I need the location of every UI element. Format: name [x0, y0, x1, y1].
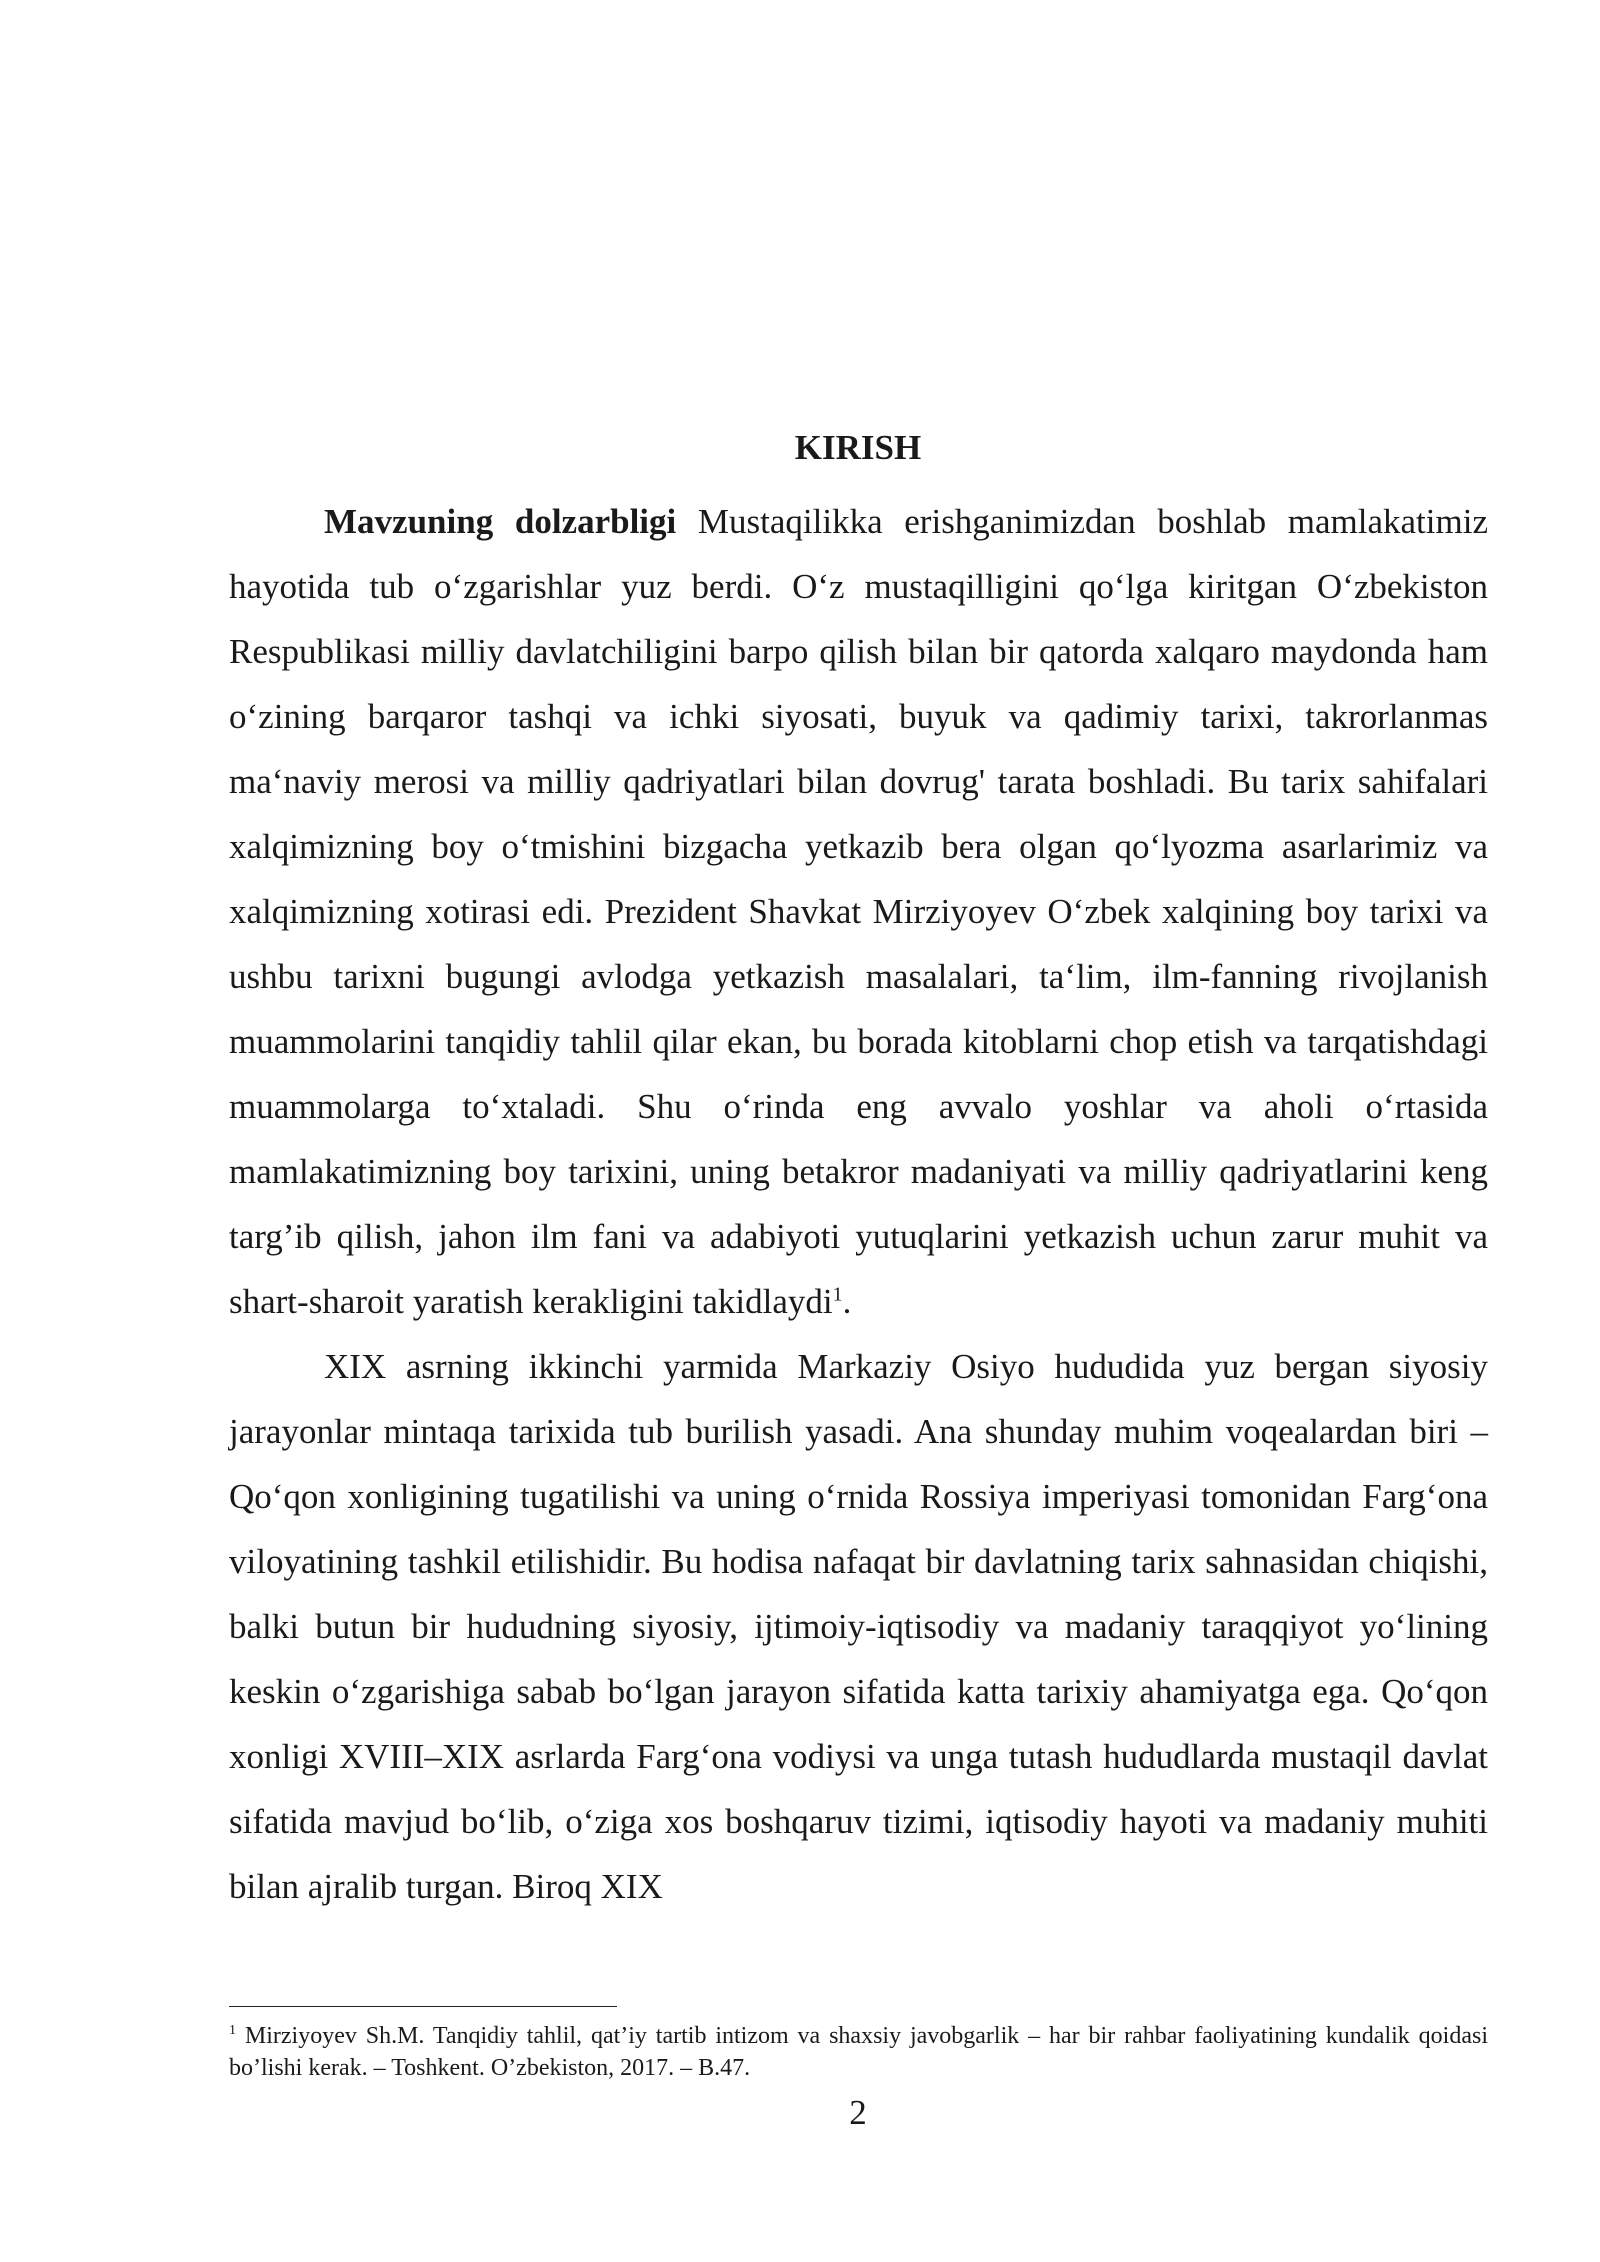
footnote-text: Mirziyoyev Sh.M. Tanqidiy tahlil, qat’iy tartib intizom va shaxsiy javobgarlik – har bir rahbar faoliyatining kundalik qoidasi bo’lishi kerak. – Toshkent. O’zbekiston, 2017. – B.47. [229, 2023, 1488, 2081]
footnote-reference[interactable]: 1 [832, 1283, 843, 1306]
page-number: 2 [849, 2093, 867, 2132]
footnote-marker: 1 [229, 2023, 236, 2038]
footnote-separator [229, 2006, 617, 2007]
section-heading: KIRISH [794, 428, 922, 467]
paragraph-2: XIX asrning ikkinchi yarmida Markaziy Osiyo hududida yuz bergan siyosiy jarayonlar mintaqa tarixida tub burilish yasadi. Ana shunday muhim voqealardan biri – Qo‘qon xonligining tugatilishi va uning o‘rnida Rossiya imperiyasi tomonidan Farg‘ona viloyatining tashkil etilishidir. Bu hodisa nafaqat bir davlatning tarix sahnasidan chiqishi, balki butun bir hududning siyosiy, ijtimoiy-iqtisodiy va madaniy taraqqiyot yo‘lining keskin o‘zgarishiga sabab bo‘lgan jarayon sifatida katta tarixiy ahamiyatga ega. Qo‘qon xonligi XVIII–XIX asrlarda Farg‘ona vodiysi va unga tutash hududlarda mustaqil davlat sifatida mavjud bo‘lib, o‘ziga xos boshqaruv tizimi, iqtisodiy hayoti va madaniy muhiti bilan ajralib turgan. Biroq XIX [229, 1347, 1488, 1906]
intro-paragraph [229, 489, 1488, 1334]
footnote [229, 2020, 1488, 2084]
body-text [229, 489, 1488, 1919]
lead-phrase: Mavzuning dolzarbligi [324, 502, 677, 541]
intro-end: . [842, 1282, 852, 1321]
intro-text: Mustaqilikka erishganimizdan boshlab mamlakatimiz hayotida tub o‘zgarishlar yuz berdi. O‘z mustaqilligini qo‘lga kiritgan O‘zbekiston Respublikasi milliy davlatchiligini barpo qilish bilan bir qatorda xalqaro maydonda ham o‘zining barqaror tashqi va ichki siyosati, buyuk va qadimiy tarixi, takrorlanmas ma‘naviy merosi va milliy qadriyatlari bilan dovrug' tarata boshladi. Bu tarix sahifalari xalqimizning boy o‘tmishini bizgacha yetkazib bera olgan qo‘lyozma asarlarimiz va xalqimizning xotirasi edi. Prezident Shavkat Mirziyoyev O‘zbek xalqining boy tarixi va ushbu tarixni bugungi avlodga yetkazish masalalari, ta‘lim, ilm-fanning rivojlanish muammolarini tanqidiy tahlil qilar ekan, bu borada kitoblarni chop etish va tarqatishdagi muammolarga to‘xtaladi. Shu o‘rinda eng avvalo yoshlar va aholi o‘rtasida mamlakatimizning boy tarixini, uning betakror madaniyati va milliy qadriyatlarini keng targ’ib qilish, jahon ilm fani va adabiyoti yutuqlarini yetkazish uchun zarur muhit va shart-sharoit yaratish kerakligini takidlaydi [229, 502, 1488, 1321]
